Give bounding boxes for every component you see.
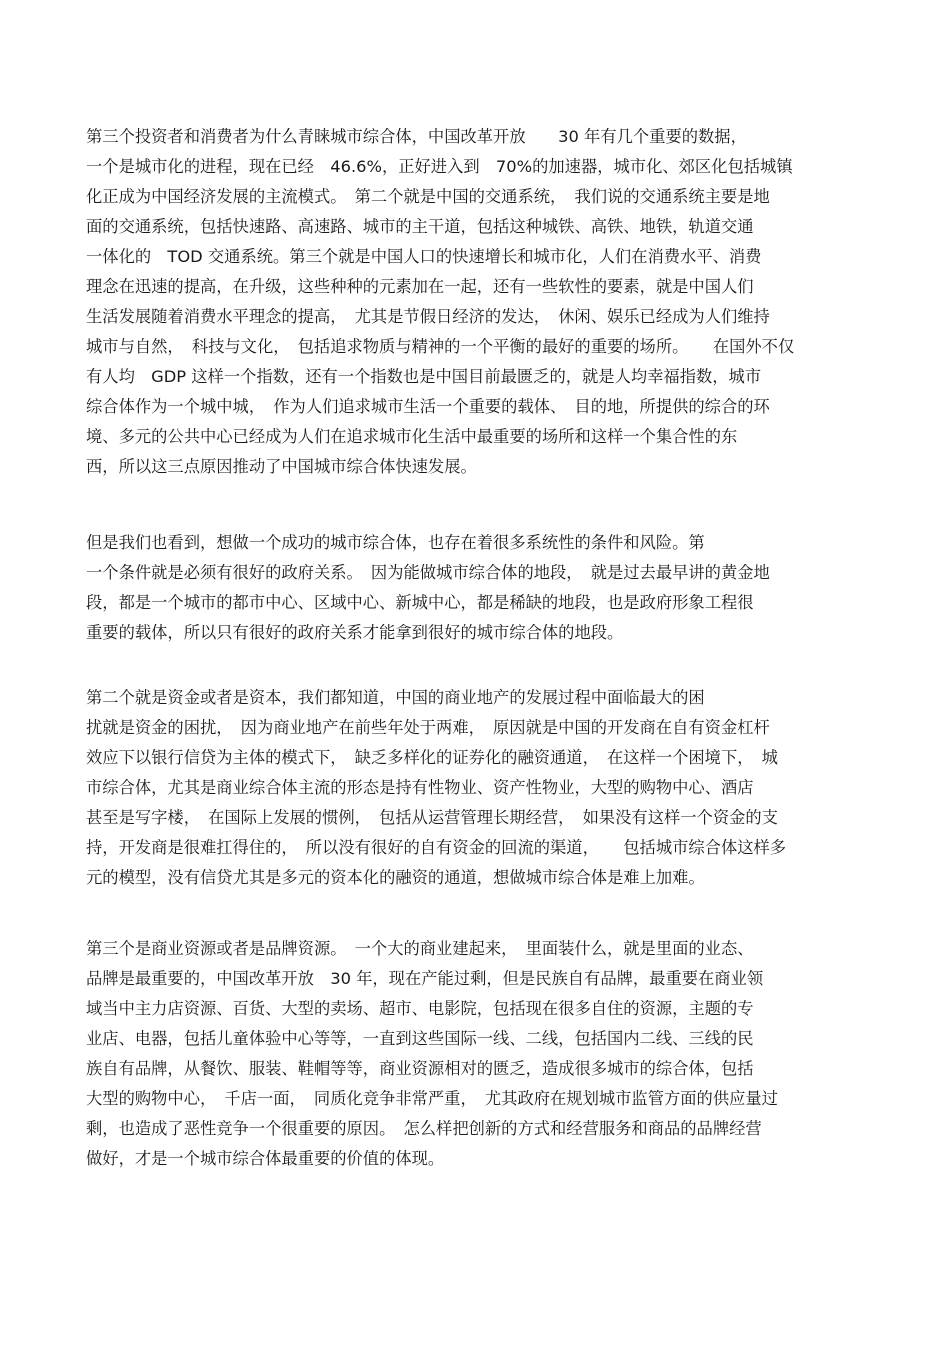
text-line: 效应下以银行信贷为主体的模式下， 缺乏多样化的证券化的融资通道， 在这样一个困境下， 城 — [86, 748, 778, 767]
text-line: 市综合体，尤其是商业综合体主流的形态是持有性物业、资产性物业，大型的购物中心、酒店 — [86, 778, 754, 797]
paragraph-investors-consumers — [86, 122, 866, 482]
text-line: 生活发展随着消费水平理念的提高， 尤其是节假日经济的发达， 休闲、娱乐已经成为人们维持 — [86, 307, 770, 326]
text-line: 城市与自然， 科技与文化， 包括追求物质与精神的一个平衡的最好的重要的场所。 在国外不仅 — [86, 337, 795, 356]
text-line: 大型的购物中心， 千店一面， 同质化竞争非常严重， 尤其政府在规划城市监管方面的供应量过 — [86, 1089, 778, 1108]
text-line: 族自有品牌，从餐饮、服装、鞋帽等等，商业资源相对的匮乏，造成很多城市的综合体，包括 — [86, 1059, 754, 1078]
text-line: 化正成为中国经济发展的主流模式。 第二个就是中国的交通系统， 我们说的交通系统主要是地 — [86, 187, 770, 206]
text-line: 第三个是商业资源或者是品牌资源。 一个大的商业建起来， 里面装什么，就是里面的业态、 — [86, 939, 754, 958]
text-line: 理念在迅速的提高，在升级，这些种种的元素加在一起，还有一些软性的要素，就是中国人们 — [86, 277, 754, 296]
text-line: 元的模型，没有信贷尤其是多元的资本化的融资的通道，想做城市综合体是难上加难。 — [86, 868, 705, 887]
text-line: 段，都是一个城市的都市中心、区域中心、新城中心，都是稀缺的地段，也是政府形象工程很 — [86, 593, 754, 612]
text-line: 一个条件就是必须有很好的政府关系。 因为能做城市综合体的地段， 就是过去最早讲的黄金地 — [86, 563, 770, 582]
text-line: 西，所以这三点原因推动了中国城市综合体快速发展。 — [86, 457, 477, 476]
text-line: 重要的载体，所以只有很好的政府关系才能拿到很好的城市综合体的地段。 — [86, 623, 624, 642]
text-line: 第三个投资者和消费者为什么青睐城市综合体，中国改革开放 30 年有几个重要的数据， — [86, 127, 747, 146]
text-line: 一个是城市化的进程，现在已经 46.6%，正好进入到 70%的加速器，城市化、郊区化包括城镇 — [86, 157, 793, 176]
paragraph-government-relations — [86, 528, 866, 648]
text-line: 业店、电器，包括儿童体验中心等等，一直到这些国际一线、二线，包括国内二线、三线的民 — [86, 1029, 754, 1048]
paragraph-capital — [86, 683, 866, 893]
text-line: 做好，才是一个城市综合体最重要的价值的体现。 — [86, 1149, 445, 1168]
text-line: 扰就是资金的困扰， 因为商业地产在前些年处于两难， 原因就是中国的开发商在自有资金杠杆 — [86, 718, 770, 737]
text-line: 一体化的 TOD 交通系统。第三个就是中国人口的快速增长和城市化，人们在消费水平、消费 — [86, 247, 762, 266]
text-line: 综合体作为一个城中城， 作为人们追求城市生活一个重要的载体、 目的地，所提供的综合的环 — [86, 397, 770, 416]
text-line: 第二个就是资金或者是资本，我们都知道，中国的商业地产的发展过程中面临最大的困 — [86, 688, 705, 707]
text-line: 甚至是写字楼， 在国际上发展的惯例， 包括从运营管理长期经营， 如果没有这样一个资金的支 — [86, 808, 778, 827]
text-line: 域当中主力店资源、百货、大型的卖场、超市、电影院，包括现在很多自住的资源，主题的专 — [86, 999, 754, 1018]
text-line: 品牌是最重要的，中国改革开放 30 年，现在产能过剩，但是民族自有品牌，最重要在商业领 — [86, 969, 764, 988]
text-line: 面的交通系统，包括快速路、高速路、城市的主干道，包括这种城铁、高铁、地铁，轨道交通 — [86, 217, 754, 236]
text-line: 持，开发商是很难扛得住的， 所以没有很好的自有资金的回流的渠道， 包括城市综合体这样多 — [86, 838, 787, 857]
text-line: 但是我们也看到，想做一个成功的城市综合体，也存在着很多系统性的条件和风险。第 — [86, 533, 705, 552]
paragraph-brand-resources — [86, 934, 866, 1174]
text-line: 剩，也造成了恶性竞争一个很重要的原因。 怎么样把创新的方式和经营服务和商品的品牌经营 — [86, 1119, 762, 1138]
text-line: 境、多元的公共中心已经成为人们在追求城市化生活中最重要的场所和这样一个集合性的东 — [86, 427, 738, 446]
text-line: 有人均 GDP 这样一个指数，还有一个指数也是中国目前最匮乏的，就是人均幸福指数，城市 — [86, 367, 762, 386]
